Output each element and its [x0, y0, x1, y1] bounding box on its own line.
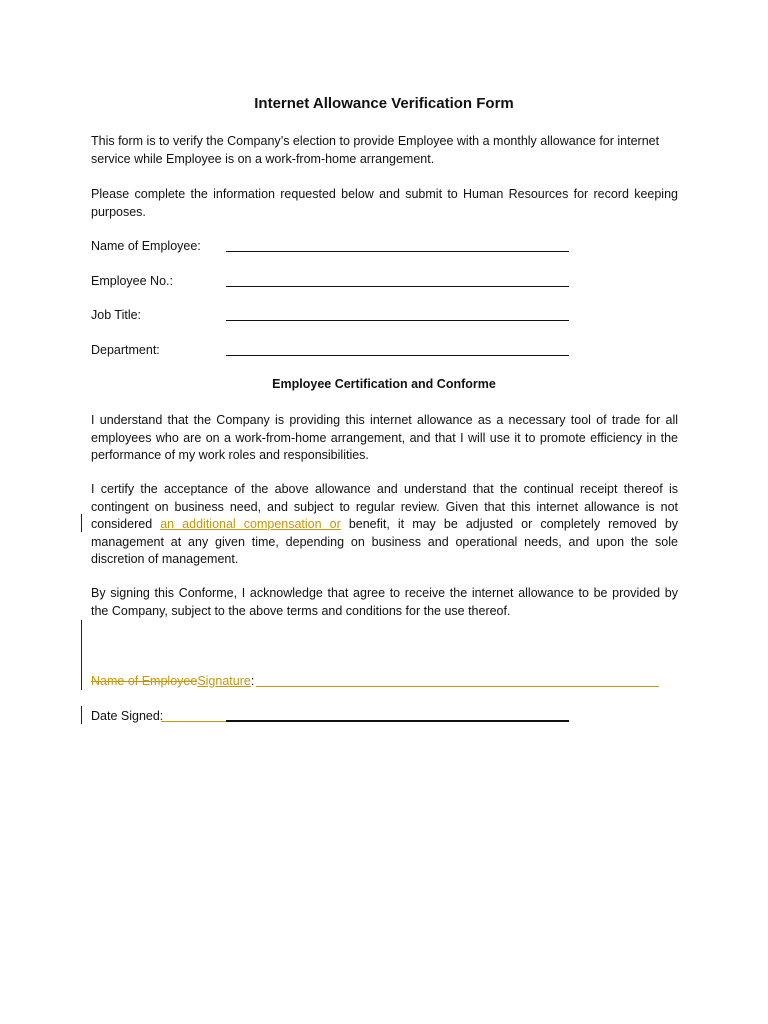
certification-paragraph-2: [91, 481, 678, 569]
date-signed-line-start[interactable]: [161, 721, 226, 722]
certification-heading: Employee Certification and Conforme: [272, 377, 496, 391]
date-signed-row: [91, 707, 571, 725]
form-title: Internet Allowance Verification Form: [254, 95, 514, 112]
field-row-job-title: [91, 306, 571, 324]
field-label-department: Department:: [91, 343, 160, 357]
field-line-name[interactable]: [226, 251, 569, 252]
certification-p2-text-b: benefit, it may be adjusted or completely removed by management at any given time, depending on business and operational needs, and upon the sole discretion of management.: [91, 517, 679, 566]
change-bar: [81, 620, 82, 690]
signature-label: Signature: [197, 674, 251, 688]
field-row-name: [91, 237, 571, 255]
field-label-employee-no: Employee No.:: [91, 274, 173, 288]
signature-line[interactable]: [256, 686, 659, 687]
field-label-name: Name of Employee:: [91, 239, 201, 253]
certification-paragraph-3: By signing this Conforme, I acknowledge that agree to receive the internet allowance to be provided by the Company, subject to the above terms and conditions for the use thereof.: [91, 586, 678, 618]
signature-colon: :: [250, 674, 255, 688]
signature-row: [91, 672, 661, 690]
field-line-job-title[interactable]: [226, 320, 569, 321]
certification-p2-text-a: I certify the acceptance of the above allowance and understand that the continual receipt thereof is contingent on business need, and subject to regular review. Given that this internet allowance is not considered: [91, 482, 678, 531]
date-signed-line[interactable]: [226, 720, 569, 722]
change-bar: [81, 706, 82, 724]
field-line-employee-no[interactable]: [226, 286, 569, 287]
intro-paragraph-1: This form is to verify the Company’s election to provide Employee with a monthly allowance for internet service while Employee is on a work-from-home arrangement.: [91, 134, 660, 166]
field-row-department: [91, 341, 571, 359]
field-row-employee-no: [91, 272, 571, 290]
field-label-job-title: Job Title:: [91, 308, 142, 322]
tracked-deletion: Name of Employee: [91, 674, 198, 688]
tracked-insertion: an additional compensation or: [160, 517, 341, 531]
intro-paragraph-2: Please complete the information requested below and submit to Human Resources for record keeping purposes.: [91, 187, 678, 219]
field-line-department[interactable]: [226, 355, 569, 356]
date-signed-label: Date Signed:: [91, 709, 164, 723]
certification-paragraph-1: I understand that the Company is providing this internet allowance as a necessary tool of trade for all employees who are on a work-from-home arrangement, and that I will use it to promote efficiency in the performance of my work roles and responsibilities.: [91, 413, 678, 462]
change-bar: [81, 514, 82, 532]
